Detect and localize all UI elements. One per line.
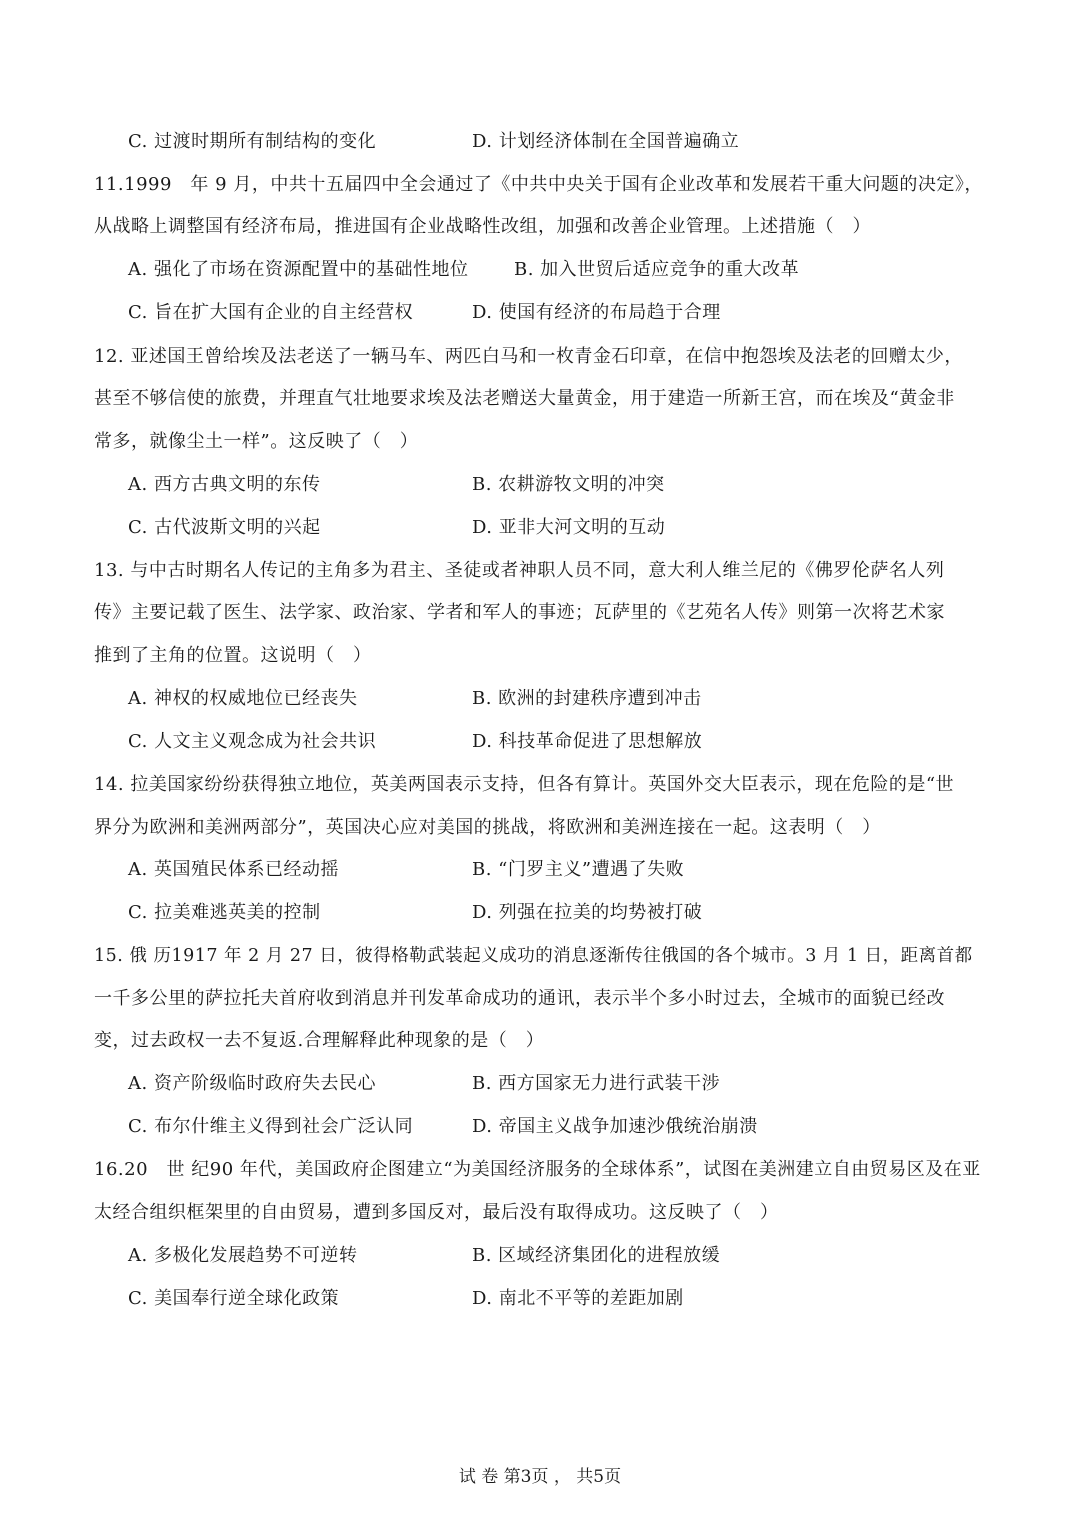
- q10-option-c: C. 过渡时期所有制结构的变化: [128, 131, 377, 152]
- q14-option-c: C. 拉美难逃英美的控制: [128, 902, 321, 923]
- q15-stem-line-2: 一千多公里的萨拉托夫首府收到消息并刊发革命成功的通讯，表示半个多小时过去，全城市的面貌已经改: [94, 988, 945, 1009]
- q16-option-d: D. 南北不平等的差距加剧: [472, 1288, 684, 1309]
- q13-option-c: C. 人文主义观念成为社会共识: [128, 731, 377, 752]
- q14-options-row-cd: [128, 901, 1008, 925]
- q14-stem-line-2: 界分为欧洲和美洲两部分”，英国决心应对美国的挑战，将欧洲和美洲连接在一起。这表明（ ）: [94, 817, 881, 838]
- q16-option-a: A. 多极化发展趋势不可逆转: [128, 1245, 358, 1266]
- q13-option-b: B. 欧洲的封建秩序遭到冲击: [472, 688, 702, 709]
- q12-option-c: C. 古代波斯文明的兴起: [128, 517, 321, 538]
- q12-option-d: D. 亚非大河文明的互动: [472, 517, 666, 538]
- q11-stem-line-1: 11.1999 年 9 月，中共十五届四中全会通过了《中共中央关于国有企业改革和发展若干重大问题的决定》，: [94, 174, 983, 195]
- q15-options-row-ab: [128, 1072, 1008, 1096]
- q16-stem-line-1: 16.20 世 纪90 年代，美国政府企图建立“为美国经济服务的全球体系”，试图在美洲建立自由贸易区及在亚: [94, 1159, 981, 1180]
- q13-stem-line-3: 推到了主角的位置。这说明（ ）: [94, 645, 372, 666]
- q10-options-row-cd: [128, 130, 1008, 154]
- q14-option-a: A. 英国殖民体系已经动摇: [128, 859, 339, 880]
- q16-options-row-ab: [128, 1244, 1008, 1268]
- q12-option-b: B. 农耕游牧文明的冲突: [472, 474, 665, 495]
- q13-stem-line-2: 传》主要记载了医生、法学家、政治家、学者和军人的事迹；瓦萨里的《艺苑名人传》则第一次将艺术家: [94, 602, 945, 623]
- q12-options-row-ab: [128, 473, 1008, 497]
- q16-option-b: B. 区域经济集团化的进程放缓: [472, 1245, 721, 1266]
- q11-option-d: D. 使国有经济的布局趋于合理: [472, 302, 721, 323]
- q11-options-row-ab: [128, 258, 1008, 282]
- q13-options-row-ab: [128, 687, 1008, 711]
- q11-stem-line-2: 从战略上调整国有经济布局，推进国有企业战略性改组，加强和改善企业管理。上述措施（ ）: [94, 216, 871, 237]
- q14-option-d: D. 列强在拉美的均势被打破: [472, 902, 703, 923]
- q11-option-b: B. 加入世贸后适应竞争的重大改革: [514, 259, 800, 280]
- q15-option-c: C. 布尔什维主义得到社会广泛认同: [128, 1116, 414, 1137]
- q12-options-row-cd: [128, 516, 1008, 540]
- q14-options-row-ab: [128, 858, 1008, 882]
- q16-option-c: C. 美国奉行逆全球化政策: [128, 1288, 340, 1309]
- q11-options-row-cd: [128, 301, 1008, 325]
- q10-option-d: D. 计划经济体制在全国普遍确立: [472, 131, 740, 152]
- q11-option-c: C. 旨在扩大国有企业的自主经营权: [128, 302, 414, 323]
- page-footer: 试 卷 第3页 ， 共5页: [458, 1467, 622, 1487]
- q14-option-b: B. “门罗主义”遭遇了失败: [472, 859, 685, 880]
- q16-options-row-cd: [128, 1287, 1008, 1311]
- q13-option-a: A. 神权的权威地位已经丧失: [128, 688, 358, 709]
- q15-stem-line-1: 15. 俄 历1917 年 2 月 27 日，彼得格勒武装起义成功的消息逐渐传往俄国的各个城市。3 月 1 日，距离首都: [94, 946, 973, 966]
- q12-stem-line-2: 甚至不够信使的旅费，并理直气壮地要求埃及法老赠送大量黄金，用于建造一所新王宫，而在埃及“黄金非: [94, 388, 955, 409]
- q13-options-row-cd: [128, 730, 1008, 754]
- q13-stem-line-1: 13. 与中古时期名人传记的主角多为君主、圣徒或者神职人员不同，意大利人维兰尼的《佛罗伦萨名人列: [94, 560, 945, 581]
- q15-stem-line-3: 变，过去政权一去不复返.合理解释此种现象的是（ ）: [94, 1030, 545, 1051]
- q16-stem-line-2: 太经合组织框架里的自由贸易，遭到多国反对，最后没有取得成功。这反映了（ ）: [94, 1202, 779, 1223]
- q13-option-d: D. 科技革命促进了思想解放: [472, 731, 703, 752]
- q12-option-a: A. 西方古典文明的东传: [128, 474, 321, 495]
- q15-options-row-cd: [128, 1115, 1008, 1139]
- q14-stem-line-1: 14. 拉美国家纷纷获得独立地位，英美两国表示支持，但各有算计。英国外交大臣表示，现在危险的是“世: [94, 774, 955, 795]
- q15-option-b: B. 西方国家无力进行武装干涉: [472, 1073, 721, 1094]
- q11-option-a: A. 强化了市场在资源配置中的基础性地位: [128, 259, 469, 280]
- q15-option-a: A. 资产阶级临时政府失去民心: [128, 1073, 376, 1094]
- q15-option-d: D. 帝国主义战争加速沙俄统治崩溃: [472, 1116, 758, 1137]
- q12-stem-line-1: 12. 亚述国王曾给埃及法老送了一辆马车、两匹白马和一枚青金石印章，在信中抱怨埃及法老的回赠太少，: [94, 346, 963, 367]
- q12-stem-line-3: 常多，就像尘土一样”。这反映了（ ）: [94, 431, 419, 452]
